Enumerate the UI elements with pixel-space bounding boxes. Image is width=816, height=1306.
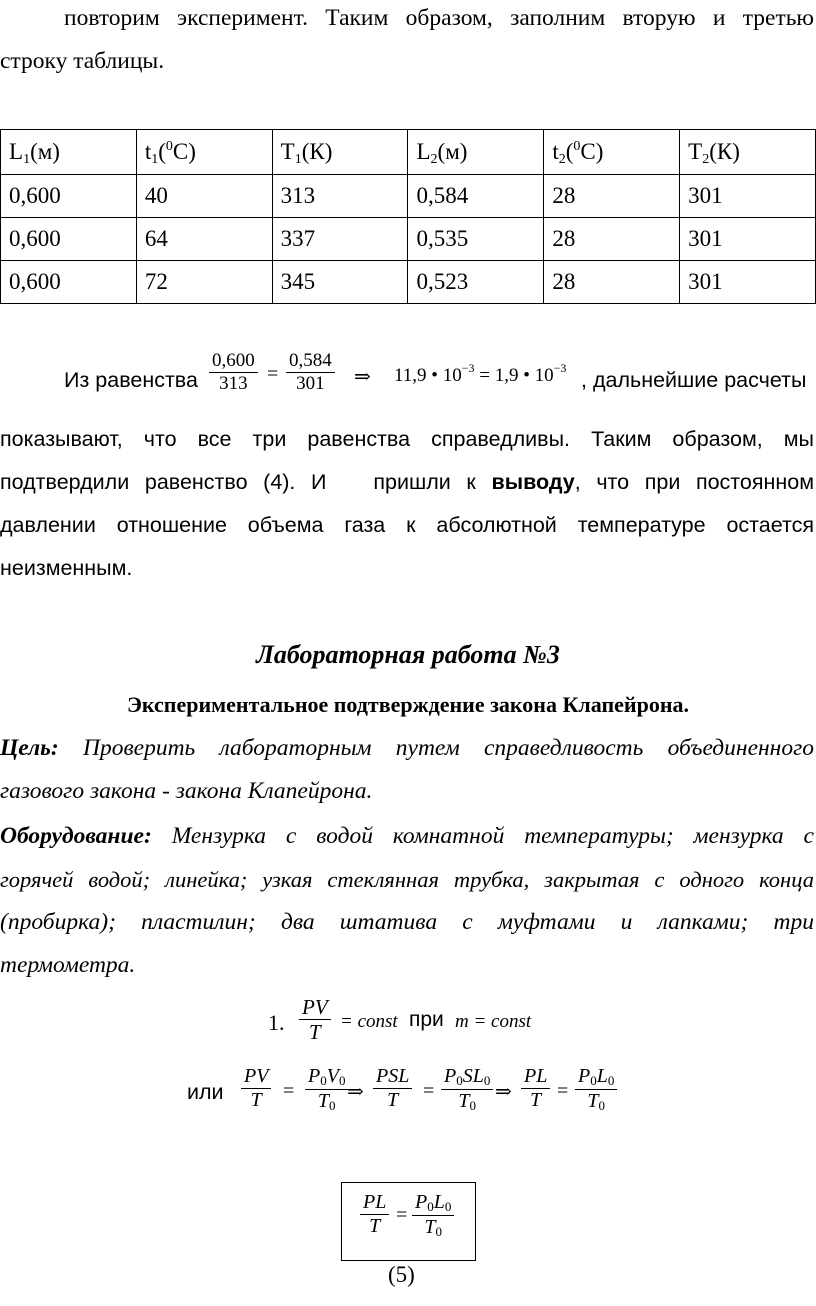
table-cell: 301: [680, 218, 816, 261]
table-header-cell: $t_1(^0C)$: [136, 130, 272, 175]
fraction-2: $\frac{0,584}{301}$: [286, 350, 335, 395]
table-cell: 28: [544, 175, 680, 218]
fraction-1: $\frac{0,600}{313}$: [209, 350, 258, 395]
table-header-row: [1, 130, 816, 175]
equality-lead: Из равенства: [64, 368, 198, 392]
table-row: [1, 218, 816, 261]
equip-line-4: термометра.: [0, 952, 136, 978]
table-cell: 0,584: [408, 175, 544, 218]
conclusion-bold-word: выводу: [491, 470, 575, 494]
conclusion-line-4: неизменным.: [0, 556, 133, 580]
equation-number: (5): [388, 1262, 415, 1287]
table-cell: 28: [544, 218, 680, 261]
table-cell: 0,523: [408, 261, 544, 304]
table-cell: 0,600: [1, 175, 137, 218]
goal-line-1: Цель: Проверить лабораторным путем справедливость объединенного: [0, 735, 814, 761]
intro-line-2: строку таблицы.: [0, 48, 165, 74]
formula-chain: или $\frac{PV}{T}$ = $\frac{P0V0}{T0}$ ⇒ PSL T = $\frac{P0SL0}{T0}$ ⇒ $\frac{PL}{T}$ = $\frac{P0L0}{T0}$: [185, 1065, 625, 1125]
table-cell: 0,600: [1, 218, 137, 261]
table-cell: 40: [136, 175, 272, 218]
conclusion-line-3: давлении отношение объема газа к абсолютной температуре остается: [0, 513, 814, 537]
equality-result: 11,9 • $10^{-3} = 1,9$ • $10^{-3}$: [394, 361, 567, 386]
table-cell: 301: [680, 175, 816, 218]
table-header-cell: $T_1(К)$: [272, 130, 408, 175]
intro-line-1: повторим эксперимент. Таким образом, заполним вторую и третью: [64, 5, 814, 31]
equip-line-1: Оборудование: Мензурка с водой комнатной температуры; мензурка с: [0, 823, 814, 849]
table-cell: 345: [272, 261, 408, 304]
implies-icon: ⇒: [347, 1081, 364, 1103]
formula-1: 1. $\frac{PV}{T}$ = const при m = const: [268, 995, 532, 1045]
table-cell: 72: [136, 261, 272, 304]
equip-label: Оборудование:: [0, 823, 152, 849]
goal-label: Цель:: [0, 735, 59, 761]
table-cell: 337: [272, 218, 408, 261]
equip-line-3: (пробирка); пластилин; два штатива с муфтами и лапками; три: [0, 909, 814, 935]
measurements-table: [0, 129, 816, 304]
table-row: [1, 261, 816, 304]
table-row: [1, 175, 816, 218]
table-header-cell: $t_2(^0C)$: [544, 130, 680, 175]
equality-tail: , дальнейшие расчеты: [581, 368, 807, 392]
implies-icon: ⇒: [495, 1081, 512, 1103]
table-header-cell: $L_1(м)$: [1, 130, 137, 175]
equip-line-2: горячей водой; линейка; узкая стеклянная трубка, закрытая с одного конца: [0, 867, 814, 892]
conclusion-line-1: показывают, что все три равенства справедливы. Таким образом, мы: [0, 427, 814, 451]
equality-line: Из равенства $\frac{0,600}{313}$ = $\frac{0,584}{301}$ ⇒ 11,9 • $10^{-3} = 1,9$ • $10^{-3}$ , дальнейшие расчеты: [64, 350, 807, 394]
table-cell: 0,535: [408, 218, 544, 261]
table-cell: 301: [680, 261, 816, 304]
table-header-cell: $L_2(м)$: [408, 130, 544, 175]
boxed-formula: $\frac{PL}{T}$ = $\frac{P0L0}{T0}$: [341, 1182, 476, 1261]
conclusion-line-2: подтвердили равенство (4). И пришли к выводу, что при постоянном: [0, 470, 814, 494]
table-header-cell: $T_2(К)$: [680, 130, 816, 175]
lab-title: Лабораторная работа №3: [256, 640, 560, 669]
lab-subtitle: Экспериментальное подтверждение закона Клапейрона.: [126, 692, 690, 717]
implies-icon: ⇒: [354, 366, 371, 388]
table-cell: 0,600: [1, 261, 137, 304]
goal-line-2: газового закона - закона Клапейрона.: [0, 778, 373, 804]
table-cell: 313: [272, 175, 408, 218]
table-cell: 28: [544, 261, 680, 304]
table-cell: 64: [136, 218, 272, 261]
